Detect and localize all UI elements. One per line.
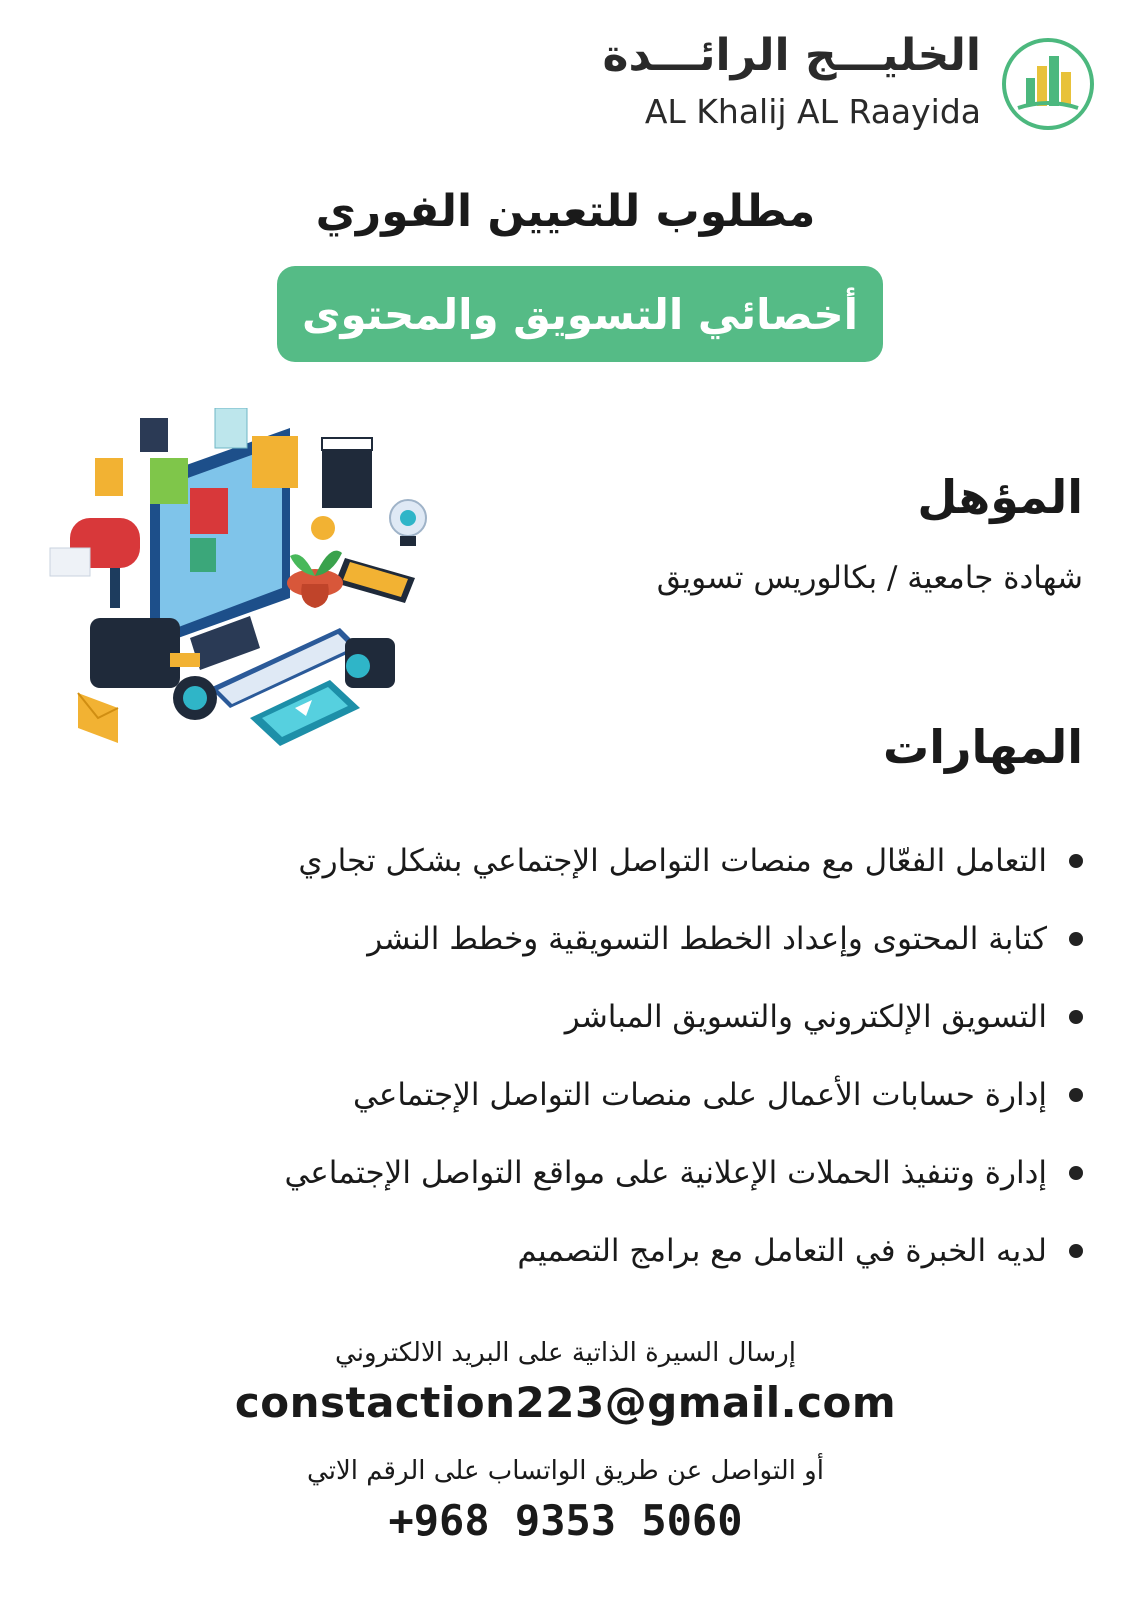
position-title: أخصائي التسويق والمحتوى <box>301 289 858 339</box>
bullet-icon <box>1069 1010 1083 1024</box>
company-name-english: AL Khalij AL Raayida <box>644 92 981 131</box>
phone-number[interactable]: +968 9353 5060 <box>388 1496 743 1545</box>
bullet-icon <box>1069 854 1083 868</box>
job-headline: مطلوب للتعيين الفوري <box>315 186 816 237</box>
buildings-logo-icon <box>1000 36 1096 132</box>
action-camera-icon <box>345 638 395 688</box>
list-item <box>183 978 1083 1056</box>
list-item <box>183 1212 1083 1290</box>
clapperboard-icon <box>322 438 372 508</box>
list-item <box>183 1056 1083 1134</box>
bullet-icon <box>1069 1244 1083 1258</box>
plant-icon <box>287 516 343 608</box>
mailbox-icon <box>50 518 140 608</box>
skill-text: كتابة المحتوى وإعداد الخطط التسويقية وخطط النشر <box>367 921 1047 957</box>
skill-text: التعامل الفعّال مع منصات التواصل الإجتماعي بشكل تجاري <box>298 843 1047 879</box>
skills-heading: المهارات <box>883 720 1083 774</box>
position-badge <box>277 266 883 362</box>
smartphone-icon <box>335 558 415 603</box>
list-item <box>183 1134 1083 1212</box>
email-address[interactable]: constaction223@gmail.com <box>234 1378 897 1427</box>
skill-text: لديه الخبرة في التعامل مع برامج التصميم <box>517 1233 1047 1269</box>
cv-instruction: إرسال السيرة الذاتية على البريد الالكتروني <box>335 1338 796 1368</box>
company-name-arabic: الخليـــج الرائـــدة <box>602 30 981 81</box>
skill-text: التسويق الإلكتروني والتسويق المباشر <box>564 999 1047 1035</box>
skill-text: إدارة وتنفيذ الحملات الإعلانية على مواقع التواصل الإجتماعي <box>284 1155 1047 1191</box>
envelope-icon <box>78 693 118 743</box>
bullet-icon <box>1069 932 1083 946</box>
list-item <box>183 900 1083 978</box>
skill-text: إدارة حسابات الأعمال على منصات التواصل الإجتماعي <box>353 1077 1047 1113</box>
qualification-heading: المؤهل <box>917 470 1083 524</box>
digital-marketing-illustration <box>40 408 460 768</box>
bullet-icon <box>1069 1166 1083 1180</box>
whatsapp-instruction: أو التواصل عن طريق الواتساب على الرقم الاتي <box>307 1456 824 1486</box>
bullet-icon <box>1069 1088 1083 1102</box>
list-item <box>183 822 1083 900</box>
qualification-text: شهادة جامعية / بكالوريس تسويق <box>656 560 1083 596</box>
skills-list <box>183 822 1083 1290</box>
webcam-icon <box>390 500 426 546</box>
